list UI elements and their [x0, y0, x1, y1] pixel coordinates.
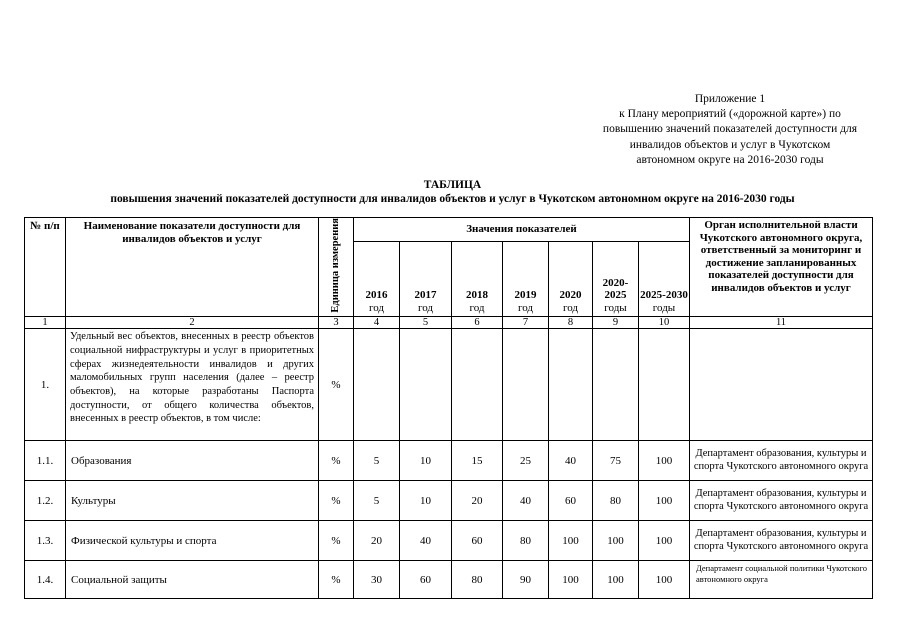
year-label: 2020-2025	[602, 276, 629, 302]
appendix-line: повышению значений показателей доступности для	[602, 123, 858, 136]
row-name: Социальной защиты	[66, 561, 319, 599]
row-unit: %	[319, 521, 354, 561]
header-num: № п/п	[25, 218, 66, 317]
row-value: 40	[549, 441, 593, 481]
row-value: 100	[639, 481, 690, 521]
row-value: 10	[400, 441, 452, 481]
table-row	[25, 521, 873, 561]
appendix-line: к Плану мероприятий («дорожной карте») по	[619, 108, 841, 121]
header-unit	[319, 218, 354, 317]
col-number: 10	[639, 317, 690, 329]
col-number: 11	[690, 317, 873, 329]
column-numbers-row	[25, 317, 873, 329]
row-name: Культуры	[66, 481, 319, 521]
year-label: 2019	[514, 289, 537, 302]
row-value: 80	[452, 561, 503, 599]
row-org: Департамент образования, культуры и спорта Чукотского автономного округа	[690, 481, 873, 521]
row-value: 40	[503, 481, 549, 521]
header-values-group: Значения показателей	[354, 218, 690, 242]
appendix-line: инвалидов объектов и услуг в Чукотском	[629, 138, 831, 151]
col-number: 3	[319, 317, 354, 329]
col-number: 5	[400, 317, 452, 329]
col-number: 6	[452, 317, 503, 329]
title-subheading: повышения значений показателей доступности для инвалидов объектов и услуг в Чукотском автономном округе на 2016-2030 годы	[110, 192, 795, 205]
row-value: 20	[452, 481, 503, 521]
row-num: 1.1.	[25, 441, 66, 481]
row-value	[503, 329, 549, 441]
row-value: 60	[549, 481, 593, 521]
row-unit: %	[319, 481, 354, 521]
document-title	[0, 179, 905, 206]
year-suffix: год	[417, 301, 434, 314]
year-suffix: год	[368, 301, 385, 314]
title-heading: ТАБЛИЦА	[423, 179, 482, 191]
row-num: 1.	[25, 329, 66, 441]
row-org	[690, 329, 873, 441]
header-year-2016	[354, 241, 400, 316]
row-value: 100	[639, 441, 690, 481]
row-name: Образования	[66, 441, 319, 481]
row-value	[593, 329, 639, 441]
col-number: 4	[354, 317, 400, 329]
col-number: 8	[549, 317, 593, 329]
row-value: 100	[549, 561, 593, 599]
row-value: 100	[593, 521, 639, 561]
row-value: 90	[503, 561, 549, 599]
header-year-2019	[503, 241, 549, 316]
year-suffix: год	[562, 301, 579, 314]
row-value	[452, 329, 503, 441]
row-value: 5	[354, 481, 400, 521]
row-num: 1.4.	[25, 561, 66, 599]
year-label: 2020	[559, 289, 582, 302]
row-value: 100	[593, 561, 639, 599]
row-value: 40	[400, 521, 452, 561]
col-number: 7	[503, 317, 549, 329]
table-row	[25, 481, 873, 521]
row-value	[354, 329, 400, 441]
row-value: 100	[639, 521, 690, 561]
header-name: Наименование показатели доступности для инвалидов объектов и услуг	[66, 218, 319, 317]
year-label: 2025-2030	[640, 289, 688, 302]
appendix-line: автономном округе на 2016-2030 годы	[636, 153, 824, 166]
row-name: Удельный вес объектов, внесенных в реестр объектов социальной нифраструктуры и услуг в приоритетных сферах жизнедеятельности инвалидов и других маломобильных групп населения (далее – реестр объектов), на которые разработаны Паспорта доступности, от общего количества объектов, внесенных в реестр объектов, в том числе:	[66, 329, 319, 441]
row-num: 1.3.	[25, 521, 66, 561]
row-value: 75	[593, 441, 639, 481]
table-row	[25, 329, 873, 441]
row-value: 20	[354, 521, 400, 561]
row-value: 25	[503, 441, 549, 481]
table-row	[25, 561, 873, 599]
header-org: Орган исполнительной власти Чукотского автономного округа, ответственный за мониторинг и достижение запланированных показателей доступности для инвалидов объектов и услуг	[690, 218, 873, 317]
row-unit: %	[319, 329, 354, 441]
year-label: 2017	[414, 289, 437, 302]
row-value: 60	[452, 521, 503, 561]
row-value: 100	[639, 561, 690, 599]
table-row	[25, 441, 873, 481]
appendix-line: Приложение 1	[694, 93, 766, 105]
row-name: Физической культуры и спорта	[66, 521, 319, 561]
year-suffix: год	[469, 301, 485, 314]
year-suffix: годы	[604, 301, 627, 314]
row-value: 10	[400, 481, 452, 521]
row-org: Департамент образования, культуры и спорта Чукотского автономного округа	[690, 441, 873, 481]
row-org: Департамент образования, культуры и спорта Чукотского автономного округа	[690, 521, 873, 561]
year-suffix: годы	[652, 301, 676, 314]
row-org: Департамент социальной политики Чукотского автономного округа	[690, 561, 873, 599]
header-year-2018	[452, 241, 503, 316]
year-suffix: год	[517, 301, 534, 314]
indicators-table	[24, 217, 873, 599]
header-year-2020-2025	[593, 241, 639, 316]
header-unit-text: Единица измерения	[330, 218, 341, 313]
row-value: 60	[400, 561, 452, 599]
row-unit: %	[319, 441, 354, 481]
year-label: 2018	[466, 289, 488, 302]
row-value: 80	[503, 521, 549, 561]
row-value: 100	[549, 521, 593, 561]
row-value: 30	[354, 561, 400, 599]
header-year-2017	[400, 241, 452, 316]
col-number: 2	[66, 317, 319, 329]
year-label: 2016	[365, 289, 388, 302]
header-year-2020	[549, 241, 593, 316]
row-num: 1.2.	[25, 481, 66, 521]
header-year-2025-2030	[639, 241, 690, 316]
row-value: 80	[593, 481, 639, 521]
col-number: 9	[593, 317, 639, 329]
row-value	[639, 329, 690, 441]
row-value: 5	[354, 441, 400, 481]
row-value: 15	[452, 441, 503, 481]
col-number: 1	[25, 317, 66, 329]
row-unit: %	[319, 561, 354, 599]
appendix-block	[560, 92, 900, 168]
row-value	[549, 329, 593, 441]
row-value	[400, 329, 452, 441]
